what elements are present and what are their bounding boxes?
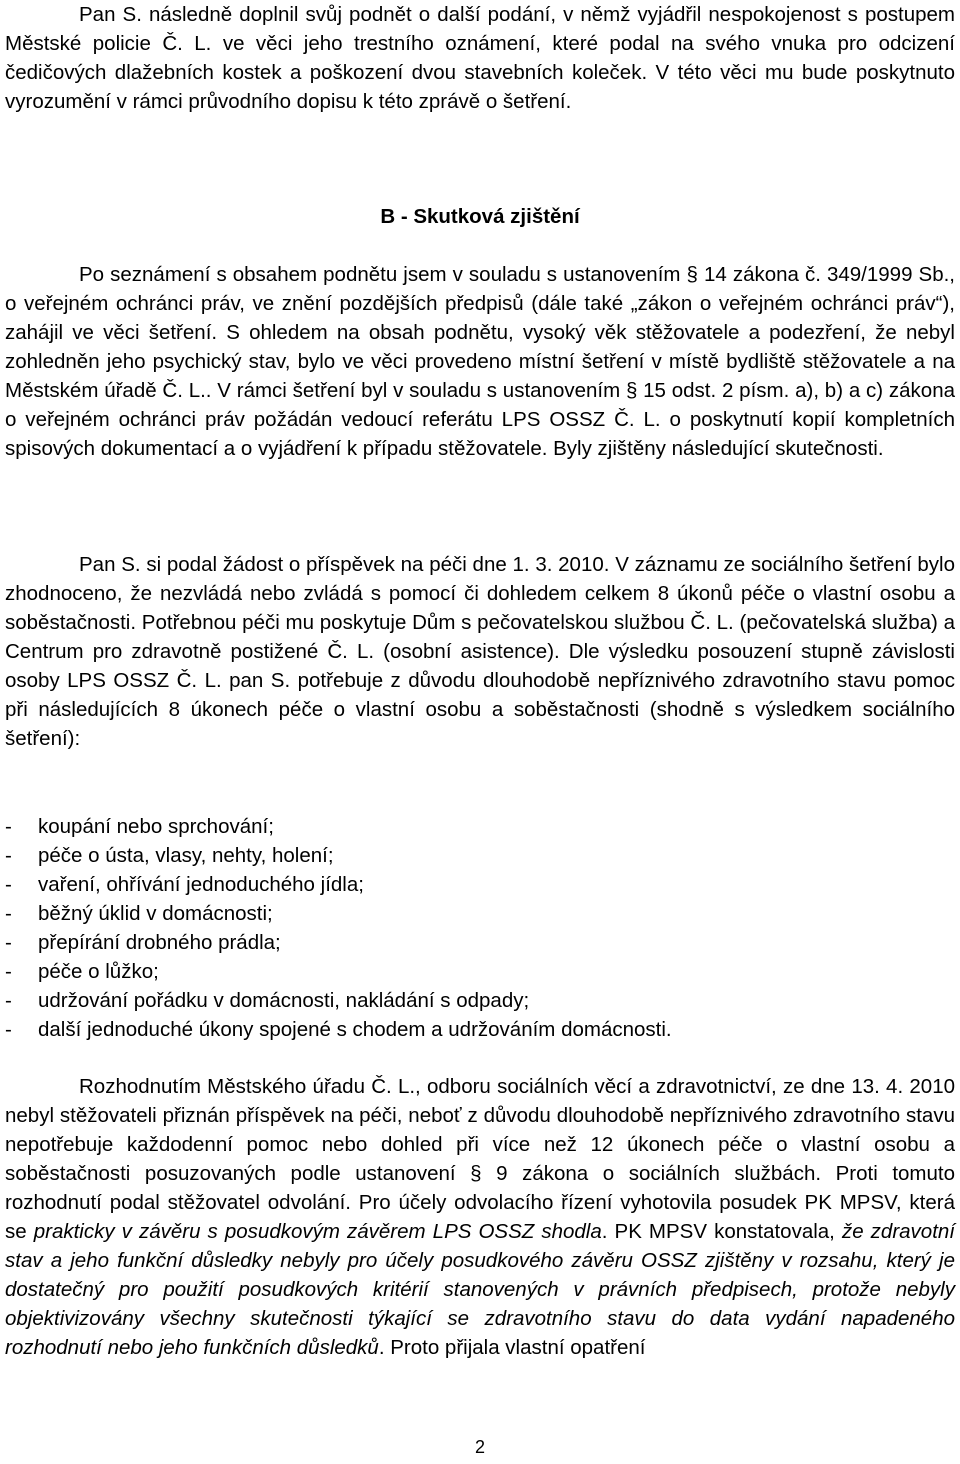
- list-item-text: vaření, ohřívání jednoduchého jídla;: [38, 873, 364, 896]
- application-paragraph: Pan S. si podal žádost o příspěvek na péči dne 1. 3. 2010. V záznamu ze sociálního šetření bylo zhodnoceno, že nezvládá nebo zvládá s pomocí či dohledem celkem 8 úkonů péče o vlastní osobu a soběstačnosti. Potřebnou péči mu poskytuje Dům s pečovatelskou službou Č. L. (pečovatelská služba) a Centrum pro zdravotně postižené Č. L. (osobní asistence). Dle výsledku posouzení stupně závislosti osoby LPS OSSZ Č. L. pan S. potřebuje z důvodu dlouhodobě nepříznivého zdravotního stavu pomoc při následujících 8 úkonech péče o vlastní osobu a soběstačnosti (shodně s výsledkem sociálního šetření):: [5, 553, 955, 750]
- decision-text-2-italic: prakticky v závěru s posudkovým závěrem LPS OSSZ shodla: [33, 1220, 602, 1243]
- list-dash: -: [5, 1018, 12, 1041]
- list-item: [5, 841, 955, 870]
- list-dash: -: [5, 960, 12, 983]
- section-heading: B - Skutková zjištění: [380, 205, 580, 228]
- list-dash: -: [5, 989, 12, 1012]
- findings-paragraph: Po seznámení s obsahem podnětu jsem v souladu s ustanovením § 14 zákona č. 349/1999 Sb., o veřejném ochránci práv, ve znění pozdějších předpisů (dále také „zákon o veřejném ochránci práv“), zahájil ve věci šetření. S ohledem na obsah podnětu, vysoký věk stěžovatele a podezření, že nebyl zohledněn jeho psychický stav, bylo ve věci provedeno místní šetření v místě bydliště stěžovatele a na Městském úřadě Č. L.. V rámci šetření byl v souladu s ustanovením § 15 odst. 2 písm. a), b) a c) zákona o veřejném ochránci práv požádán vedoucí referátu LPS OSSZ Č. L. o poskytnutí kopií kompletních spisových dokumentací a o vyjádření k případu stěžovatele. Byly zjištěny následující skutečnosti.: [5, 263, 955, 460]
- intro-paragraph: Pan S. následně doplnil svůj podnět o další podání, v němž vyjádřil nespokojenost s postupem Městské policie Č. L. ve věci jeho trestního oznámení, které podal na svého vnuka pro odcizení čedičových dlažebních kostek a poškození dvou stavebních koleček. V této věci mu bude poskytnuto vyrozumění v rámci průvodního dopisu k této zprávě o šetření.: [5, 3, 955, 113]
- section-heading-block: [5, 202, 955, 231]
- list-item-text: péče o ústa, vlasy, nehty, holení;: [38, 844, 334, 867]
- list-item: [5, 899, 955, 928]
- list-dash: -: [5, 902, 12, 925]
- decision-text-1: Rozhodnutím Městského úřadu Č. L., odboru sociálních věcí a zdravotnictví, ze dne 13. 4. 2010 nebyl stěžovateli přiznán příspěvek na péči, neboť z důvodu dlouhodobě nepříznivého zdravotního stavu nepotřebuje každodenní pomoc nebo dohled při více než 12 úkonech péče o vlastní osobu a soběstačnosti posuzovaných podle ustanovení § 9 zákona o sociálních službách. Proti tomuto rozhodnutí podal stěžovatel odvolání. Pro účely odvolacího řízení vyhotovila posudek PK MPSV, která se: [5, 1075, 955, 1243]
- decision-text-5: . Proto přijala vlastní opatření: [378, 1336, 646, 1359]
- care-tasks-list-block: [5, 812, 955, 1044]
- list-dash: -: [5, 873, 12, 896]
- care-tasks-list: [5, 812, 955, 1044]
- list-dash: -: [5, 931, 12, 954]
- list-dash: -: [5, 815, 12, 838]
- list-item: [5, 870, 955, 899]
- application-paragraph-block: [5, 550, 955, 753]
- list-item-text: běžný úklid v domácnosti;: [38, 902, 273, 925]
- page-number: 2: [474, 1437, 485, 1457]
- list-dash: -: [5, 844, 12, 867]
- list-item: [5, 812, 955, 841]
- list-item: [5, 928, 955, 957]
- decision-paragraph: [5, 1072, 955, 1362]
- list-item-text: přepírání drobného prádla;: [38, 931, 281, 954]
- decision-text-4-italic: že zdravotní stav a jeho funkční důsledky nebyly pro účely posudkového závěru OSSZ zjištěny v rozsahu, který je dostatečný pro použití posudkových kritérií stanovených v právních předpisech, protože nebyly objektivizovány všechny skutečnosti týkající se zdravotního stavu do data vydání napadeného rozhodnutí nebo jeho funkčních důsledků: [5, 1220, 955, 1359]
- list-item: [5, 1015, 955, 1044]
- intro-paragraph-block: [5, 0, 955, 116]
- findings-paragraph-block: [5, 260, 955, 463]
- list-item-text: další jednoduché úkony spojené s chodem a udržováním domácnosti.: [38, 1018, 672, 1041]
- list-item-text: koupání nebo sprchování;: [38, 815, 274, 838]
- decision-text-3: . PK MPSV konstatovala,: [601, 1220, 842, 1243]
- list-item: [5, 957, 955, 986]
- list-item-text: udržování pořádku v domácnosti, nakládání s odpady;: [38, 989, 530, 1012]
- list-item-text: péče o lůžko;: [38, 960, 159, 983]
- list-item: [5, 986, 955, 1015]
- decision-paragraph-block: [5, 1072, 955, 1362]
